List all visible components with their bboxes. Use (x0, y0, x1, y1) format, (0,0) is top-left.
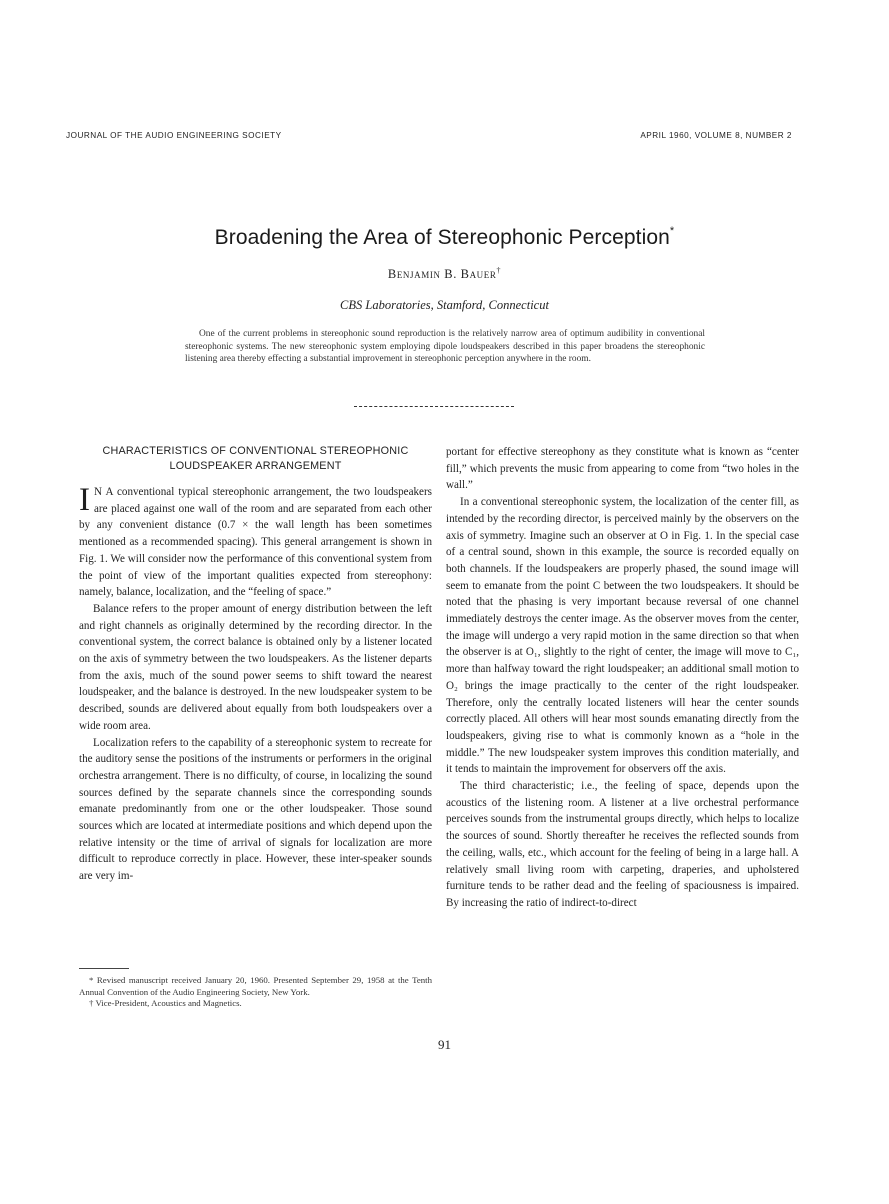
right-column (446, 444, 799, 912)
paragraph: portant for effective stereophony as they constitute what is known as “center fill,” which prevents the music from appearing to come from “two holes in the wall.” (446, 446, 799, 492)
paragraph (79, 484, 432, 601)
affiliation: CBS Laboratories, Stamford, Connecticut (340, 298, 549, 312)
author-text: Benjamin B. Bauer (387, 267, 497, 282)
section-heading-line-2: LOUDSPEAKER ARRANGEMENT (169, 460, 342, 472)
title-text: Broadening the Area of Stereophonic Perception (214, 226, 670, 249)
section-separator (354, 406, 514, 409)
paragraph: The third characteristic; i.e., the feeling of space, depends upon the acoustics of the listening room. A listener at a live orchestral performance perceives sounds from the instrumental groups directly, which helps to localize the sources of sound. Shortly thereafter he receives the reflected sounds from the ceiling, walls, etc., which account for the feeling of being in a large hall. A relatively small living room with carpeting, draperies, and upholstered furniture tends to be rather dead and the feeling of spaciousness is impaired. By increasing the ratio of indirect-to-direct (446, 780, 799, 909)
author-footnote-mark: † (496, 266, 502, 275)
journal-name: JOURNAL OF THE AUDIO ENGINEERING SOCIETY (66, 131, 282, 140)
title-footnote-mark: * (669, 225, 675, 237)
footnote: † Vice-President, Acoustics and Magnetics. (89, 998, 242, 1008)
page-number: 91 (438, 1037, 451, 1052)
drop-cap: I (79, 482, 90, 518)
footnotes (79, 975, 432, 1010)
paragraph: Localization refers to the capability of a stereophonic system to recreate for the auditory sense the positions of the instruments or performers in the original orchestra arrangement. There is no difficulty, of course, in localizing the sound sources defined by the separate channels since the corresponding sounds emanate predominantly from one or the other loudspeaker. Those sound sources which are located at intermediate positions and which depend upon the relative intensity or the time of arrival of signals for localization are more difficult to reproduce correctly in place. However, these inter-speaker sounds are very im- (79, 736, 432, 883)
footnote-rule (79, 968, 129, 969)
footnote: * Revised manuscript received January 20, 1960. Presented September 29, 1958 at the Tenth Annual Convention of the Audio Engineering Society, New York. (79, 975, 432, 997)
paragraph: In a conventional stereophonic system, the localization of the center fill, as intended by the recording director, is perceived mainly by the observers on the axis of symmetry. Imagine such an observer at O in Fig. 1. In the special case of a central sound, shown in this example, the source is recorded equally on both channels. If the loudspeakers are properly phased, the sound image will seem to emanate from the point C between the two loudspeakers. It should be noted that the phasing is very important because reversal of one channel immediately destroys the center image. As the observer moves from the center, the image will undergo a very rapid motion in the same direction so that when the observer is at O₁, slightly to the right of center, the image will move to C₁, more than halfway toward the right loudspeaker; an additional small motion to O₂ brings the image practically to the center of the right loudspeaker. Therefore, only the centrally located listeners will hear the center sounds correctly placed. All others will hear most sounds emanating directly from the loudspeakers, giving rise to what is commonly known as a “hole in the middle.” The new loudspeaker system improves this condition materially, and it tends to maintain the improvement for observers off the axis. (446, 496, 799, 776)
left-column (79, 444, 432, 885)
issue-info: APRIL 1960, VOLUME 8, NUMBER 2 (640, 131, 792, 140)
article-title (0, 226, 889, 250)
author-name (0, 266, 889, 282)
paragraph: Balance refers to the proper amount of energy distribution between the left and right channels as originally determined by the recording director. In the conventional system, the correct balance is obtained only by a listener located on the axis of symmetry between the two loudspeakers. As the listener departs from the axis, much of the sound power seems to shift toward the nearest loudspeaker, and the balance is destroyed. In the new loudspeaker system to be described, sounds are delivered about equally from both loudspeakers over a wide room area. (79, 602, 432, 732)
section-heading (79, 444, 432, 474)
abstract: One of the current problems in stereophonic sound reproduction is the relatively narrow area of optimum audibility in conventional stereophonic systems. The new stereophonic system employing dipole loudspeakers described in this paper broadens the stereophonic listening area thereby effecting a substantial improvement in stereophonic perception anywhere in the room. (185, 329, 705, 365)
paragraph-text: N A conventional typical stereophonic arrangement, the two loudspeakers are placed against one wall of the room and are separated from each other by any convenient distance (0.7 × the wall length has been sometimes mentioned as a recommended spacing). This general arrangement is shown in Fig. 1. We will consider now the performance of this conventional system from the point of view of the important qualities expected from stereophony: namely, balance, localization, and the “feeling of space.” (79, 486, 432, 599)
section-heading-line-1: CHARACTERISTICS OF CONVENTIONAL STEREOPHONIC (102, 445, 409, 457)
